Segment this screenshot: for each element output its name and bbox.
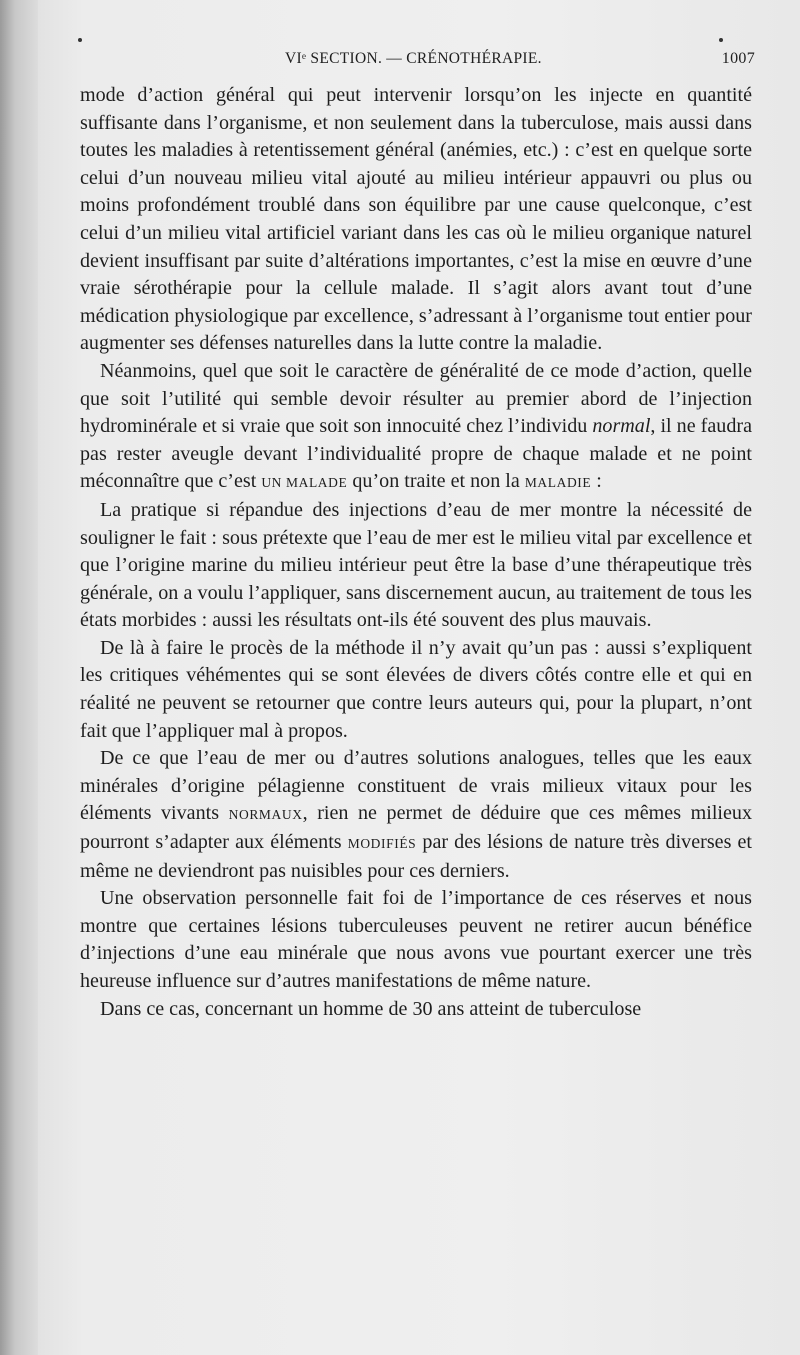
running-title: VIᵉ SECTION. — CRÉNOTHÉRAPIE. bbox=[285, 50, 542, 67]
italic-term: normal bbox=[592, 415, 651, 438]
page-gutter-shadow bbox=[0, 0, 38, 1355]
paragraph bbox=[80, 82, 752, 358]
text-run: La pratique si répandue des injections d’eau de mer montre la nécessité de souligner le fait : sous prétexte que l’eau de mer est le milieu vital par excellence et que l’origine marine du milieu intérieur peut être la base d’une thérapeutique très générale, on a voulu l’appliquer, sans discernement aucun, au traitement de tous les états morbides : aussi les résultats ont-ils été souvent des plus mauvais. bbox=[80, 498, 752, 632]
text-run: , rien ne permet de déduire que ces mêmes milieux pourront s’adapter aux éléments bbox=[80, 802, 752, 854]
paragraph bbox=[80, 497, 752, 635]
text-run: mode d’action général qui peut intervenir lorsqu’on les injecte en quantité suffisante dans l’organisme, et non seulement dans la tuberculose, mais aussi dans toutes les maladies à retentissement général (anémies, etc.) : c’est en quelque sorte celui d’un nouveau milieu vital ajouté au milieu intérieur appauvri ou plus ou moins profondément troublé dans son équilibre par une cause quelconque, c’est celui d’un milieu vital artificiel variant dans les cas où le milieu organique naturel devient insuffisant par suite d’altérations importantes, c’est la mise en œuvre d’une vraie sérothérapie pour la cellule malade. Il s’agit alors avant tout d’une médication physiologique par excellence, s’adressant à l’organisme tout entier pour augmenter ses défenses naturelles dans la lutte contre la maladie. bbox=[80, 84, 752, 355]
paragraph bbox=[80, 745, 752, 885]
text-run: Une observation personnelle fait foi de l’importance de ces réserves et nous montre que certaines lésions tuberculeuses peuvent ne retirer aucun bénéfice d’injections d’une eau minérale que nous avons vue pourtant exercer une très heureuse influence sur d’autres manifestations de même nature. bbox=[80, 887, 752, 992]
smallcaps-term: NORMAUX bbox=[228, 807, 303, 823]
print-speck bbox=[78, 38, 82, 42]
text-run: Néanmoins, quel que soit le caractère de généralité de ce mode d’action, quelle que soit l’utilité qui semble devoir résulter au premier abord de l’injection hydrominérale et si vraie que soit son innocuité chez l’individu bbox=[80, 359, 752, 438]
paragraph bbox=[80, 885, 752, 995]
body-text bbox=[80, 82, 752, 1023]
page-header bbox=[80, 50, 755, 74]
smallcaps-term: MALADIE bbox=[524, 475, 592, 491]
page-number: 1007 bbox=[721, 50, 755, 67]
text-run: De ce que l’eau de mer ou d’autres solutions analogues, telles que les eaux minérales d’origine pélagienne constituent de vrais milieux vitaux pour les éléments vivants bbox=[80, 747, 752, 825]
text-run: De là à faire le procès de la méthode il n’y avait qu’un pas : aussi s’expliquent les critiques véhémentes qui se sont élevées de divers côtés contre elle et qui en réalité ne peuvent se retourner que contre leurs auteurs qui, pour la plupart, n’ont fait que l’appliquer mal à propos. bbox=[80, 636, 752, 742]
text-run: qu’on traite et non la bbox=[347, 470, 525, 493]
smallcaps-term: UN MALADE bbox=[261, 475, 348, 491]
text-run: , il ne faudra pas rester aveugle devant l’individualité propre de chaque malade et ne point méconnaître que c’est bbox=[80, 415, 752, 493]
paragraph bbox=[80, 996, 752, 1024]
text-run: Dans ce cas, concernant un homme de 30 ans atteint de tuberculose bbox=[100, 997, 642, 1020]
smallcaps-term: MODIFIÉS bbox=[347, 836, 417, 852]
text-run: par des lésions de nature très diverses et même ne deviendront pas nuisibles pour ces derniers. bbox=[80, 831, 753, 882]
paragraph bbox=[80, 358, 752, 497]
paragraph bbox=[80, 635, 752, 745]
text-run: : bbox=[591, 470, 602, 493]
print-speck bbox=[719, 38, 723, 42]
